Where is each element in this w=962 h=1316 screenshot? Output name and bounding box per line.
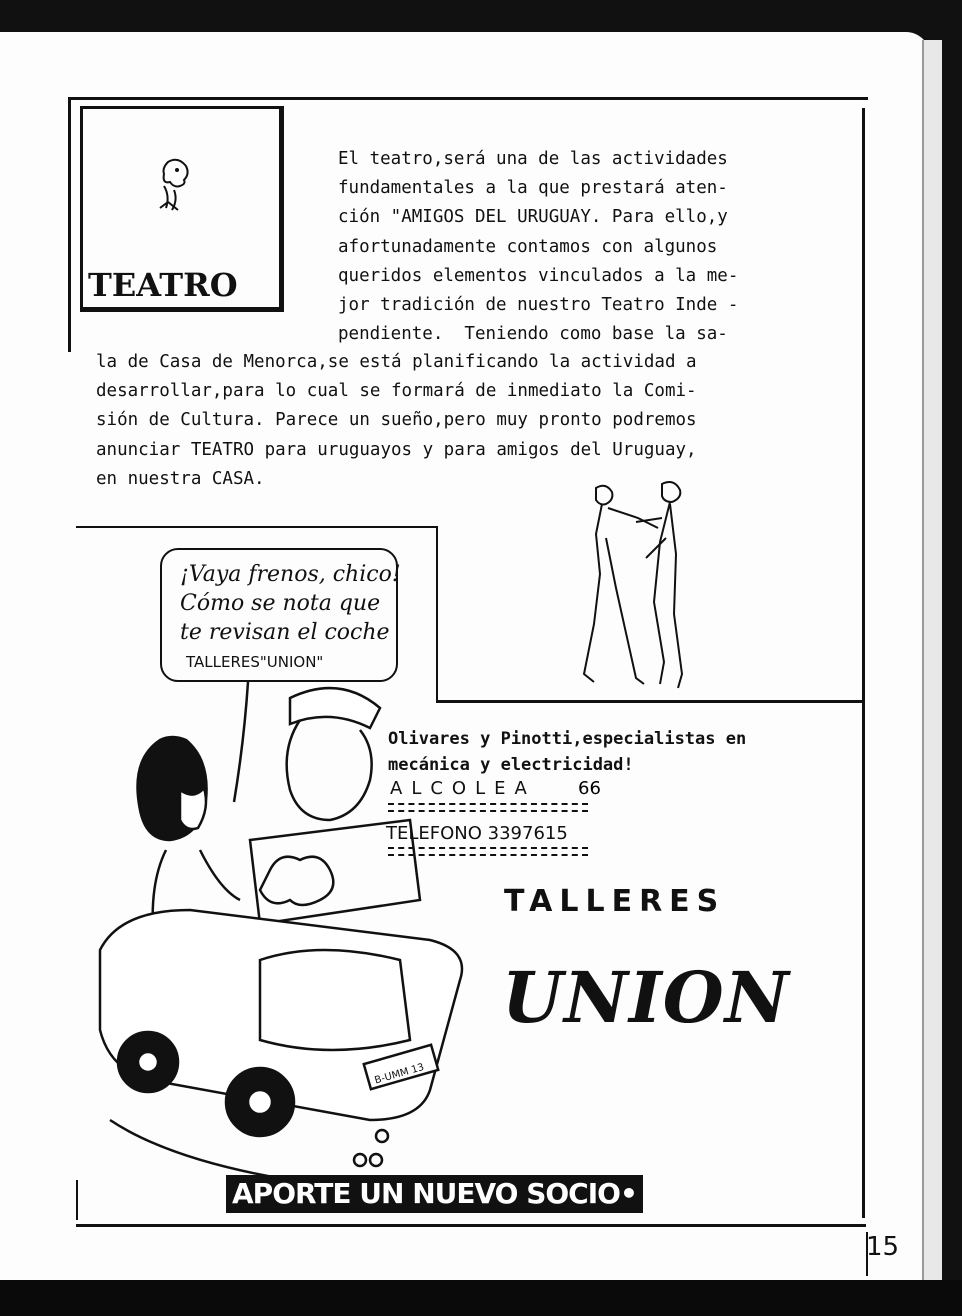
article-text-right — [338, 145, 738, 349]
article-line: afortunadamente contamos con algunos — [338, 236, 718, 257]
dancers-illustration — [566, 478, 706, 690]
address-street: ALCOLEA — [390, 778, 536, 799]
page-number: 15 — [866, 1232, 900, 1262]
bubble-line: Cómo se nota que — [180, 591, 381, 616]
theatre-mask-icon — [150, 156, 200, 220]
frame-bottom-rule — [76, 1224, 866, 1227]
bubble-line: ¡Vaya frenos, chico! — [180, 562, 401, 587]
frame-right-rule — [862, 108, 865, 1218]
article-line: desarrollar,para lo cual se formará de inmediato la Comi- — [96, 381, 697, 402]
article-line: ción "AMIGOS DEL URUGUAY. Para ello,y — [338, 207, 728, 228]
ad-description-line: Olivares y Pinotti,especialistas en — [388, 729, 747, 749]
scan-border — [0, 1280, 962, 1316]
brand-talleres: TALLERES — [504, 884, 726, 919]
ad-description — [388, 726, 746, 778]
double-dashed-rule — [388, 847, 588, 856]
frame-left-rule — [68, 97, 71, 352]
address-number: 66 — [578, 778, 601, 799]
article-line: El teatro,será una de las actividades — [338, 149, 728, 169]
double-dashed-rule — [388, 803, 588, 812]
bubble-line: te revisan el coche — [180, 620, 390, 645]
phone-number: TELEFONO 3397615 — [386, 823, 568, 844]
section-title: TEATRO — [88, 266, 238, 304]
section-divider — [76, 526, 436, 528]
article-line: pendiente. Teniendo como base la sa- — [338, 324, 728, 345]
section-divider-vertical — [436, 526, 438, 702]
membership-banner: APORTE UN NUEVO SOCIO• — [226, 1175, 643, 1213]
brand-union: UNION — [502, 956, 790, 1039]
speech-bubble-text — [180, 560, 401, 647]
article-line: la de Casa de Menorca,se está planificando la actividad a — [96, 352, 697, 372]
article-line: jor tradición de nuestro Teatro Inde - — [338, 295, 739, 316]
article-line: anunciar TEATRO para uruguayos y para amigos del Uruguay, — [96, 439, 697, 460]
article-line: fundamentales a la que prestará aten- — [338, 178, 728, 199]
article-text-full — [96, 348, 697, 494]
ad-divider — [436, 700, 864, 703]
page-edge — [922, 40, 942, 1280]
article-line: queridos elementos vinculados a la me- — [338, 265, 739, 286]
article-line: en nuestra CASA. — [96, 468, 265, 489]
frame-top-rule — [68, 97, 868, 100]
bubble-brand: TALLERES"UNION" — [186, 653, 324, 671]
article-line: sión de Cultura. Parece un sueño,pero muy pronto podremos — [96, 410, 697, 431]
ad-description-line: mecánica y electricidad! — [388, 755, 634, 775]
frame-left-rule-lower — [76, 1180, 78, 1220]
license-plate: B-UMM 13 — [373, 1061, 426, 1087]
